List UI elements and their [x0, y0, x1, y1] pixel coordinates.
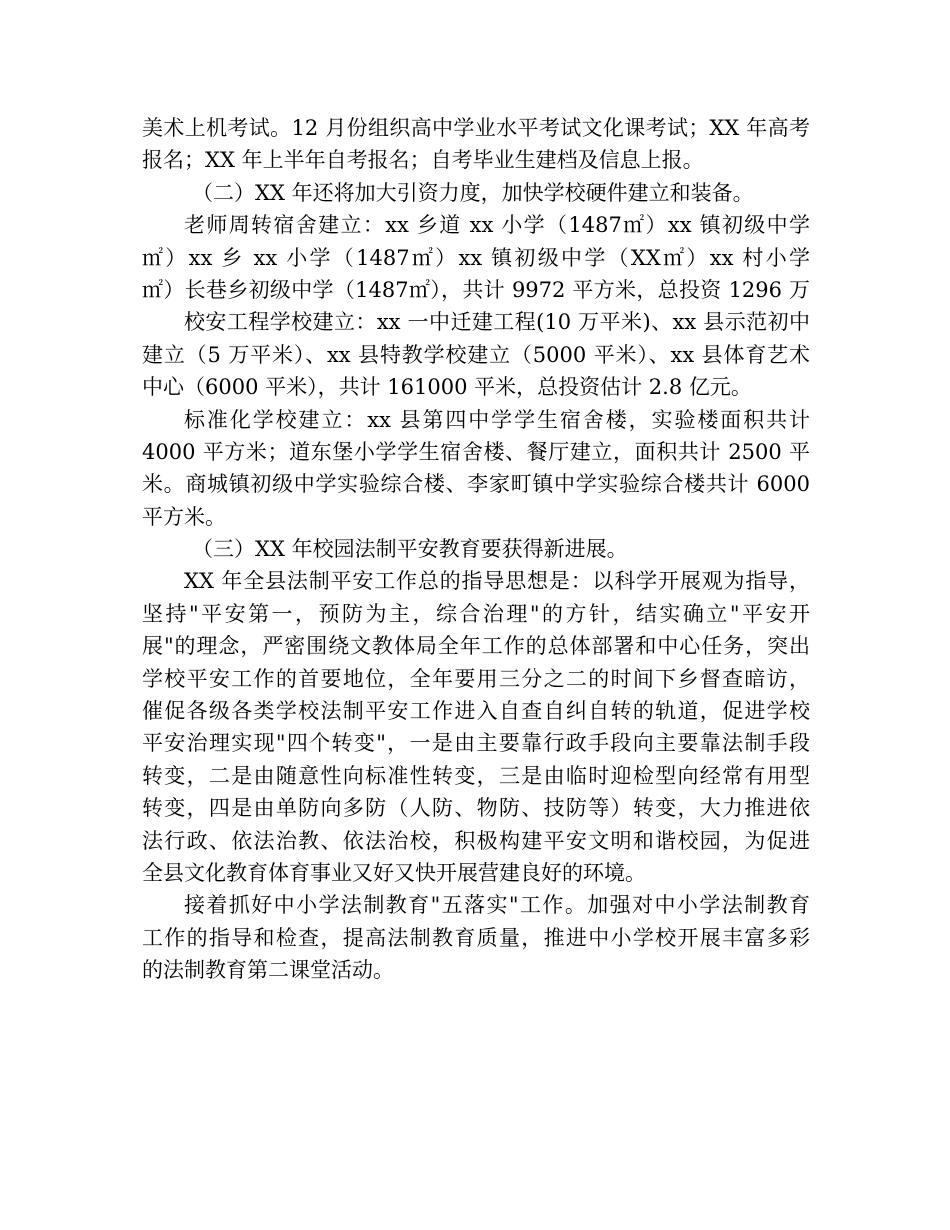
text-line: 中心（6000 平米），共计 161000 平米，总投资估计 2.8 亿元。	[142, 375, 752, 400]
text-line: 学校平安工作的首要地位，全年要用三分之二的时间下乡督查暗访，	[142, 666, 810, 691]
text-line: 平安治理实现"四个转变"，一是由主要靠行政手段向主要靠法制手段	[142, 731, 810, 756]
text-line: 平方米。	[142, 504, 226, 529]
text-line: 报名；XX 年上半年自考报名；自考毕业生建档及信息上报。	[142, 148, 704, 173]
text-line: 法行政、依法治教、依法治校，积极构建平安文明和谐校园，为促进	[142, 828, 810, 853]
text-line: 建立（5 万平米）、xx 县特教学校建立（5000 平米）、xx 县体育艺术	[142, 342, 810, 367]
text-line: 校安工程学校建立：xx 一中迁建工程(10 万平米)、xx 县示范初中	[184, 310, 810, 335]
text-line: 坚持"平安第一，预防为主，综合治理"的方针，结实确立"平安开	[142, 601, 810, 626]
text-line: 催促各级各类学校法制平安工作进入自查自纠自转的轨道，促进学校	[142, 699, 810, 724]
text-line: 美术上机考试。12 月份组织高中学业水平考试文化课考试；XX 年高考	[142, 116, 810, 140]
text-line: 展"的理念，严密围绕文教体局全年工作的总体部署和中心任务，突出	[142, 634, 810, 659]
section-heading: （三）XX 年校园法制平安教育要获得新进展。	[192, 537, 628, 562]
section-heading: （二）XX 年还将加大引资力度，加快学校硬件建立和装备。	[192, 180, 754, 205]
text-line: 的法制教育第二课堂活动。	[142, 958, 394, 983]
text-line: 全县文化教育体育事业又好又快开展营建良好的环境。	[142, 860, 646, 885]
text-line: XX 年全县法制平安工作总的指导思想是：以科学开展观为指导，	[184, 569, 810, 594]
text-line: 转变，二是由随意性向标准性转变，三是由临时迎检型向经常有用型	[142, 763, 810, 788]
text-line: 4000 平方米；道东堡小学学生宿舍楼、餐厅建立，面积共计 2500 平	[142, 439, 810, 464]
text-line: 接着抓好中小学法制教育"五落实"工作。加强对中小学法制教育	[184, 893, 810, 918]
text-line: 米。商城镇初级中学实验综合楼、李家町镇中学实验综合楼共计 6000	[142, 472, 810, 497]
text-line: 工作的指导和检查，提高法制教育质量，推进中小学校开展丰富多彩	[142, 925, 810, 950]
document-body	[142, 112, 810, 987]
text-line: 老师周转宿舍建立：xx 乡道 xx 小学（1487㎡）xx 镇初级中学	[184, 213, 810, 238]
text-line: ㎡）xx 乡 xx 小学（1487㎡）xx 镇初级中学（XX㎡）xx 村小学	[142, 245, 810, 270]
text-line: 标准化学校建立：xx 县第四中学学生宿舍楼，实验楼面积共计	[184, 407, 810, 432]
text-line: ㎡）长巷乡初级中学（1487㎡），共计 9972 平方米，总投资 1296 万	[142, 277, 810, 302]
text-line: 转变，四是由单防向多防（人防、物防、技防等）转变，大力推进依	[142, 796, 810, 821]
